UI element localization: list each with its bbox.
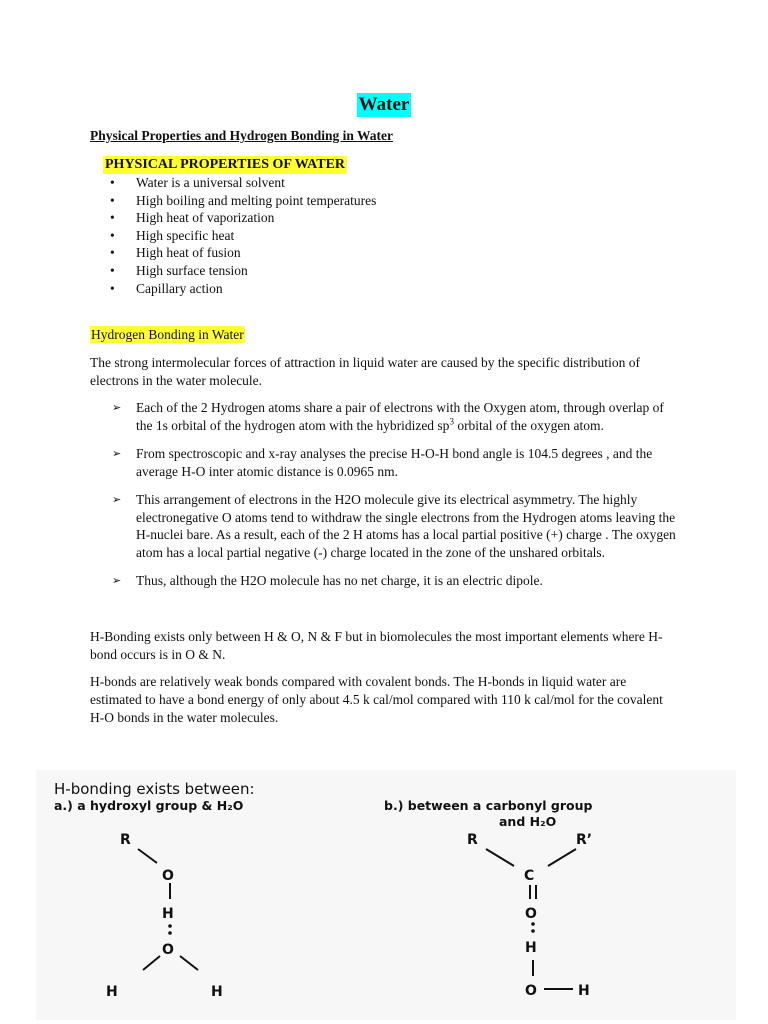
- property-item: [110, 174, 376, 192]
- bond-point-item: [112, 445, 682, 480]
- atom-h: H: [106, 984, 118, 1000]
- page-title: Water: [358, 94, 410, 115]
- hbonding-diagram: [36, 770, 736, 1020]
- bond-point-text-main: This arrangement of electrons in the H2O molecule give its electrical asymmetry. The highly electronegative O atoms tend to withdraw the single electrons from the Hydrogen atoms leaving the H-nuclei bare. As a result, each of the 2 H atoms has a local partial positive (+) charge . The oxygen atom has a local partial negative (-) charge located in the zone of the unshared orbitals.: [136, 492, 676, 560]
- property-text: Water is a universal solvent: [136, 175, 285, 190]
- bullet-icon: •: [110, 192, 115, 208]
- page-subtitle: Physical Properties and Hydrogen Bonding in Water: [90, 128, 394, 143]
- property-item: [110, 280, 376, 298]
- bullet-icon: •: [110, 245, 115, 261]
- bond-point-text-tail: orbital of the oxygen atom.: [453, 417, 604, 433]
- physical-properties-heading: PHYSICAL PROPERTIES OF WATER: [105, 157, 346, 172]
- diagram-label-b-line2: and H₂O: [499, 814, 557, 829]
- bullet-icon: •: [110, 262, 115, 278]
- hbond-energy-paragraph: H-bonds are relatively weak bonds compared with covalent bonds. The H-bonds in liquid water are estimated to have a bond energy of only about 4.5 k cal/mol compared with 110 k cal/mol for the covalent H-O bonds in the water molecules.: [90, 674, 663, 725]
- atom-h: H: [211, 984, 223, 1000]
- bullet-icon: •: [110, 210, 115, 226]
- property-item: [110, 262, 376, 280]
- property-item: [110, 192, 376, 210]
- atom-o: O: [162, 942, 174, 958]
- diagram-label-b-line1: b.) between a carbonyl group: [384, 798, 593, 813]
- atom-r-prime: R’: [576, 832, 593, 848]
- atom-o: O: [162, 868, 174, 884]
- arrow-bullet-icon: ➢: [112, 493, 122, 506]
- diagram-label-a: a.) a hydroxyl group & H₂O: [54, 798, 244, 813]
- hydrogen-bonding-points: [112, 399, 682, 601]
- hydrogen-bonding-heading: Hydrogen Bonding in Water: [91, 327, 244, 342]
- atom-r: R: [120, 832, 131, 848]
- hbond-elements-paragraph: H-Bonding exists only between H & O, N & F but in biomolecules the most important elements where H-bond occurs is in O & N.: [90, 629, 663, 662]
- bond-point-text-main: Thus, although the H2O molecule has no net charge, it is an electric dipole.: [136, 573, 543, 588]
- bond-point-text: [136, 445, 682, 480]
- atom-o: O: [525, 983, 537, 999]
- bond-point-text-main: From spectroscopic and x-ray analyses the precise H-O-H bond angle is 104.5 degrees , and the average H-O inter atomic distance is 0.0965 nm.: [136, 446, 653, 479]
- arrow-bullet-icon: ➢: [112, 447, 122, 460]
- atom-c: C: [524, 868, 535, 884]
- property-item: [110, 209, 376, 227]
- bond-point-text: [136, 399, 682, 434]
- atom-h: H: [162, 906, 174, 922]
- hbonding-diagram-svg: [36, 770, 736, 1020]
- property-text: Capillary action: [136, 280, 223, 296]
- bond-point-item: [112, 399, 682, 434]
- property-item: [110, 227, 376, 245]
- property-text: High heat of vaporization: [136, 210, 275, 226]
- title-wrap: [0, 93, 768, 117]
- property-text: High surface tension: [136, 262, 248, 278]
- bond-point-text: [136, 491, 682, 561]
- bullet-icon: •: [110, 227, 115, 243]
- arrow-bullet-icon: ➢: [112, 574, 122, 587]
- intro-paragraph: The strong intermolecular forces of attraction in liquid water are caused by the specific distribution of electrons in the water molecule.: [90, 355, 640, 388]
- bullet-icon: •: [110, 175, 115, 190]
- property-text: High heat of fusion: [136, 245, 241, 261]
- superscript: 3: [449, 416, 454, 426]
- atom-h: H: [525, 940, 537, 956]
- bond-point-item: [112, 572, 682, 590]
- property-text: High specific heat: [136, 227, 235, 243]
- property-item: [110, 244, 376, 262]
- bond-point-item: [112, 491, 682, 561]
- property-text: High boiling and melting point temperatures: [136, 192, 377, 208]
- diagram-heading: H-bonding exists between:: [54, 780, 255, 798]
- bond-point-text-main: Each of the 2 Hydrogen atoms share a pair of electrons with the Oxygen atom, through overlap of the 1s orbital of the hydrogen atom with the hybridized sp: [136, 400, 664, 433]
- atom-o: O: [525, 906, 537, 922]
- physical-properties-list: [110, 174, 376, 297]
- bond-point-text: [136, 572, 682, 590]
- atom-h: H: [578, 983, 590, 999]
- bullet-icon: •: [110, 280, 115, 296]
- atom-r: R: [467, 832, 478, 848]
- arrow-bullet-icon: ➢: [112, 401, 122, 414]
